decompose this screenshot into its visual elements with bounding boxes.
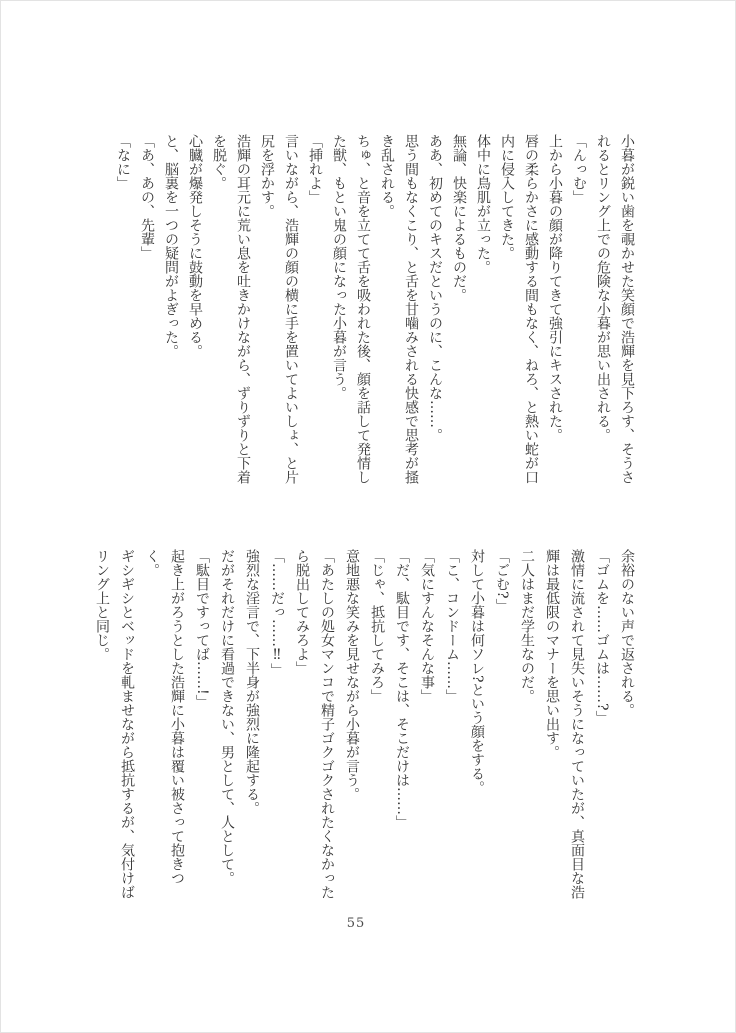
text-line: 内に侵入してきた。 — [499, 134, 515, 260]
text-line: 尻を浮かす。 — [259, 134, 275, 218]
text-line: 無論、快楽によるものだ。 — [451, 134, 467, 302]
text-line: 起き上がろうとした浩輝に小暮は覆い被さって抱きつ — [169, 549, 185, 885]
text-line: だがそれだけに看過できない、男として、人として。 — [219, 549, 235, 885]
text-line: 浩輝の耳元に荒い息を吐きかけながら、ずりずりと下着 — [235, 134, 251, 484]
text-line: 対して小暮は何ソレ?という顔をする。 — [469, 549, 485, 795]
text-line: を脱ぐ。 — [211, 134, 227, 190]
text-line: 思う間もなくこり、と舌を甘噛みされる快感で思考が搔 — [403, 134, 419, 484]
text-line: 輝は最低限のマナーを思い出す。 — [544, 549, 560, 759]
text-block-top — [111, 134, 639, 506]
text-line: 「……だっ……‼」 — [269, 549, 285, 677]
text-line: 「だ、駄目です、そこは、そこだけは……」 — [394, 549, 410, 829]
text-line: 「あたしの処女マンコで精子ゴクゴクされたくなかった — [319, 549, 335, 899]
text-line: 「ごむ?」 — [494, 549, 510, 613]
text-line: ギシギシとベッドを軋ませながら抵抗するが、気付けば — [119, 549, 135, 899]
text-line: 心臓が爆発しそうに鼓動を早める。 — [187, 134, 203, 358]
text-line: た獣、もとい鬼の顔になった小暮が言う。 — [331, 134, 347, 400]
text-line: 「気にすんなそんな事」 — [419, 549, 435, 703]
text-line: 余裕のない声で返される。 — [619, 549, 635, 717]
text-block-bottom — [89, 549, 639, 911]
text-line: 「なに」 — [115, 134, 131, 190]
text-line: 「駄目ですってば……!」 — [194, 549, 210, 709]
text-line: 「んっむ」 — [571, 134, 587, 204]
text-line: 小暮が鋭い歯を覗かせた笑顔で浩輝を見下ろす、そうさ — [619, 134, 635, 484]
text-line: 激情に流されて見失いそうになっていたが、真面目な浩 — [569, 549, 585, 899]
text-line: 意地悪な笑みを見せながら小暮が言う。 — [344, 549, 360, 801]
text-line: 「挿れよ」 — [307, 134, 323, 204]
text-line: ちゅ、と音を立てて舌を吸われた後、顔を話して発情し — [355, 134, 371, 484]
text-line: 体中に鳥肌が立った。 — [475, 134, 491, 274]
page-number: 55 — [346, 916, 366, 931]
text-line: く。 — [144, 549, 160, 577]
text-line: と、脳裏を一つの疑問がよぎった。 — [163, 134, 179, 358]
text-line: リング上と同じ。 — [94, 549, 110, 661]
text-line: 唇の柔らかさに感動する間もなく、ねろ、と熱い蛇が口 — [523, 134, 539, 484]
text-line: き乱される。 — [379, 134, 395, 218]
text-line: ああ、初めてのキスだというのに、こんな……。 — [427, 134, 443, 442]
text-line: ら脱出してみろよ」 — [294, 549, 310, 675]
text-line: 「あ、あの、先輩」 — [139, 134, 155, 260]
text-line: 強烈な淫言で、下半身が強烈に隆起する。 — [244, 549, 260, 815]
text-line: 二人はまだ学生なのだ。 — [519, 549, 535, 703]
text-line: れるとリング上での危険な小暮が思い出される。 — [595, 134, 611, 442]
text-line: 「じゃ、抵抗してみろ」 — [369, 549, 385, 703]
text-line: 「ゴムを……ゴムは……?」 — [594, 549, 610, 725]
text-line: 言いながら、浩輝の顔の横に手を置いてよいしょ、と片 — [283, 134, 299, 484]
text-line: 「こ、コンドーム……」 — [444, 549, 460, 703]
text-line: 上から小暮の顔が降りてきて強引にキスされた。 — [547, 134, 563, 442]
